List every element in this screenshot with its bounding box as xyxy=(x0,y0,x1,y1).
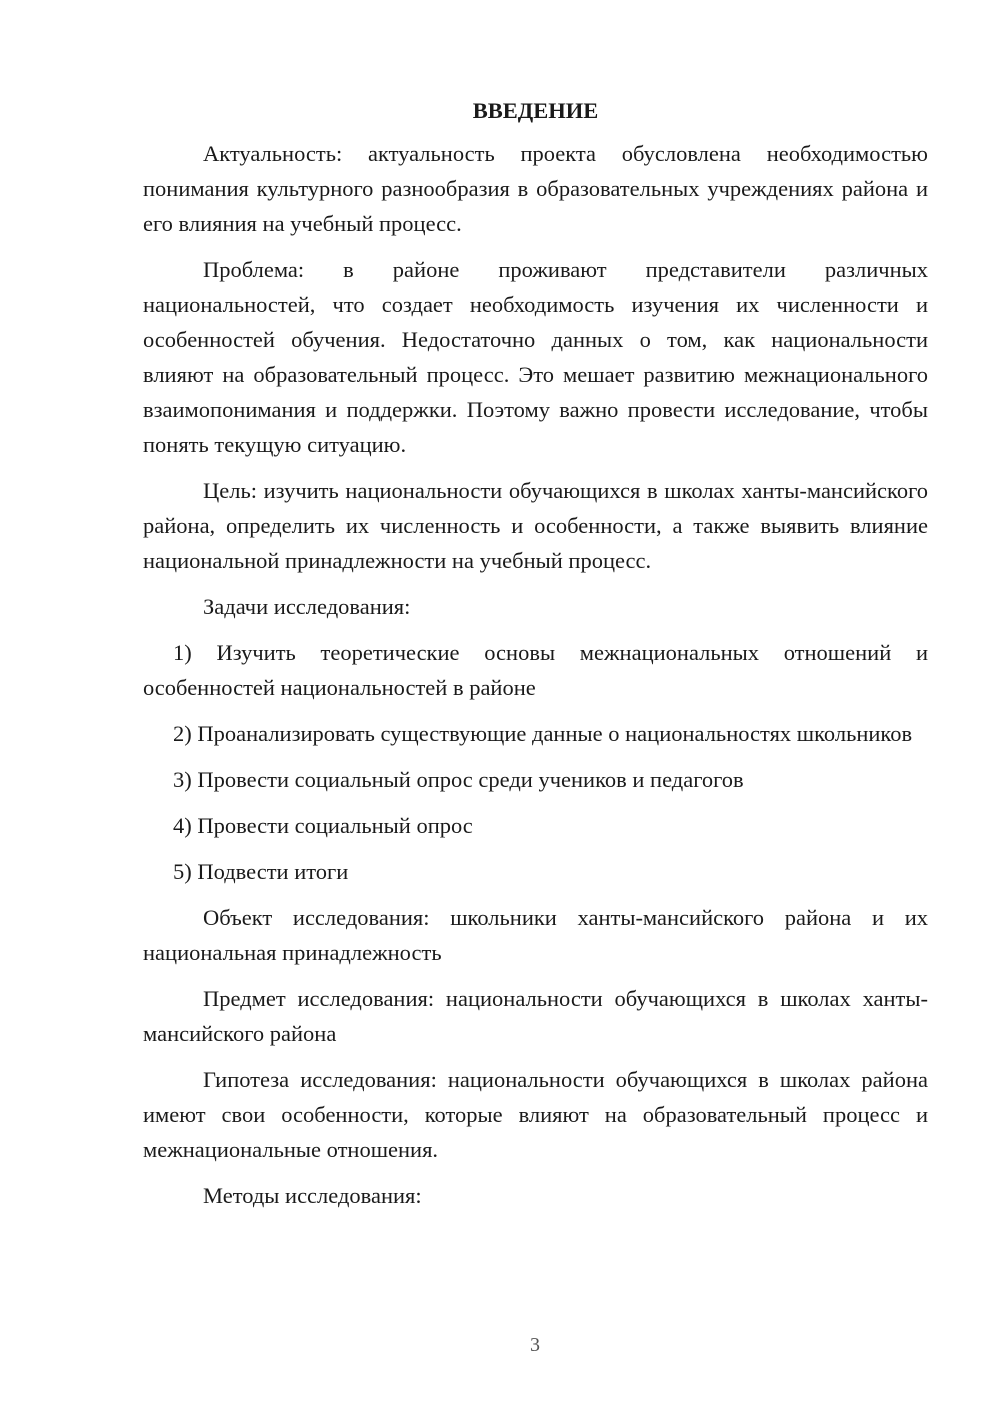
problem-paragraph: Проблема: в районе проживают представители различных национальностей, что создает необходимость изучения их численности и особенностей обучения. Недостаточно данных о том, как национальности влияют на образовательный процесс. Это мешает развитию межнационального взаимопонимания и поддержки. Поэтому важно провести исследование, чтобы понять текущую ситуацию. xyxy=(143,257,928,457)
task-item: 2) Проанализировать существующие данные о национальностях школьников xyxy=(173,721,913,746)
page-title: ВВЕДЕНИЕ xyxy=(472,98,599,123)
page-content xyxy=(143,93,928,1224)
task-item: 4) Провести социальный опрос xyxy=(173,813,473,838)
tasks-title: Задачи исследования: xyxy=(203,594,411,619)
subject-paragraph: Предмет исследования: национальности обучающихся в школах ханты-мансийского района xyxy=(143,986,928,1046)
hypothesis-paragraph: Гипотеза исследования: национальности обучающихся в школах района имеют свои особенности, которые влияют на образовательный процесс и межнациональные отношения. xyxy=(143,1067,928,1162)
task-item: 1) Изучить теоретические основы межнациональных отношений и особенностей национальностей в районе xyxy=(143,640,928,700)
methods-title: Методы исследования: xyxy=(203,1183,422,1208)
page-number: 3 xyxy=(530,1334,540,1356)
goal-paragraph: Цель: изучить национальности обучающихся в школах ханты-мансийского района, определить их численность и особенности, а также выявить влияние национальной принадлежности на учебный процесс. xyxy=(143,478,928,573)
relevance-paragraph: Актуальность: актуальность проекта обусловлена необходимостью понимания культурного разнообразия в образовательных учреждениях района и его влияния на учебный процесс. xyxy=(143,141,928,236)
task-item: 5) Подвести итоги xyxy=(173,859,349,884)
task-item: 3) Провести социальный опрос среди учеников и педагогов xyxy=(173,767,744,792)
object-paragraph: Объект исследования: школьники ханты-мансийского района и их национальная принадлежность xyxy=(143,905,928,965)
